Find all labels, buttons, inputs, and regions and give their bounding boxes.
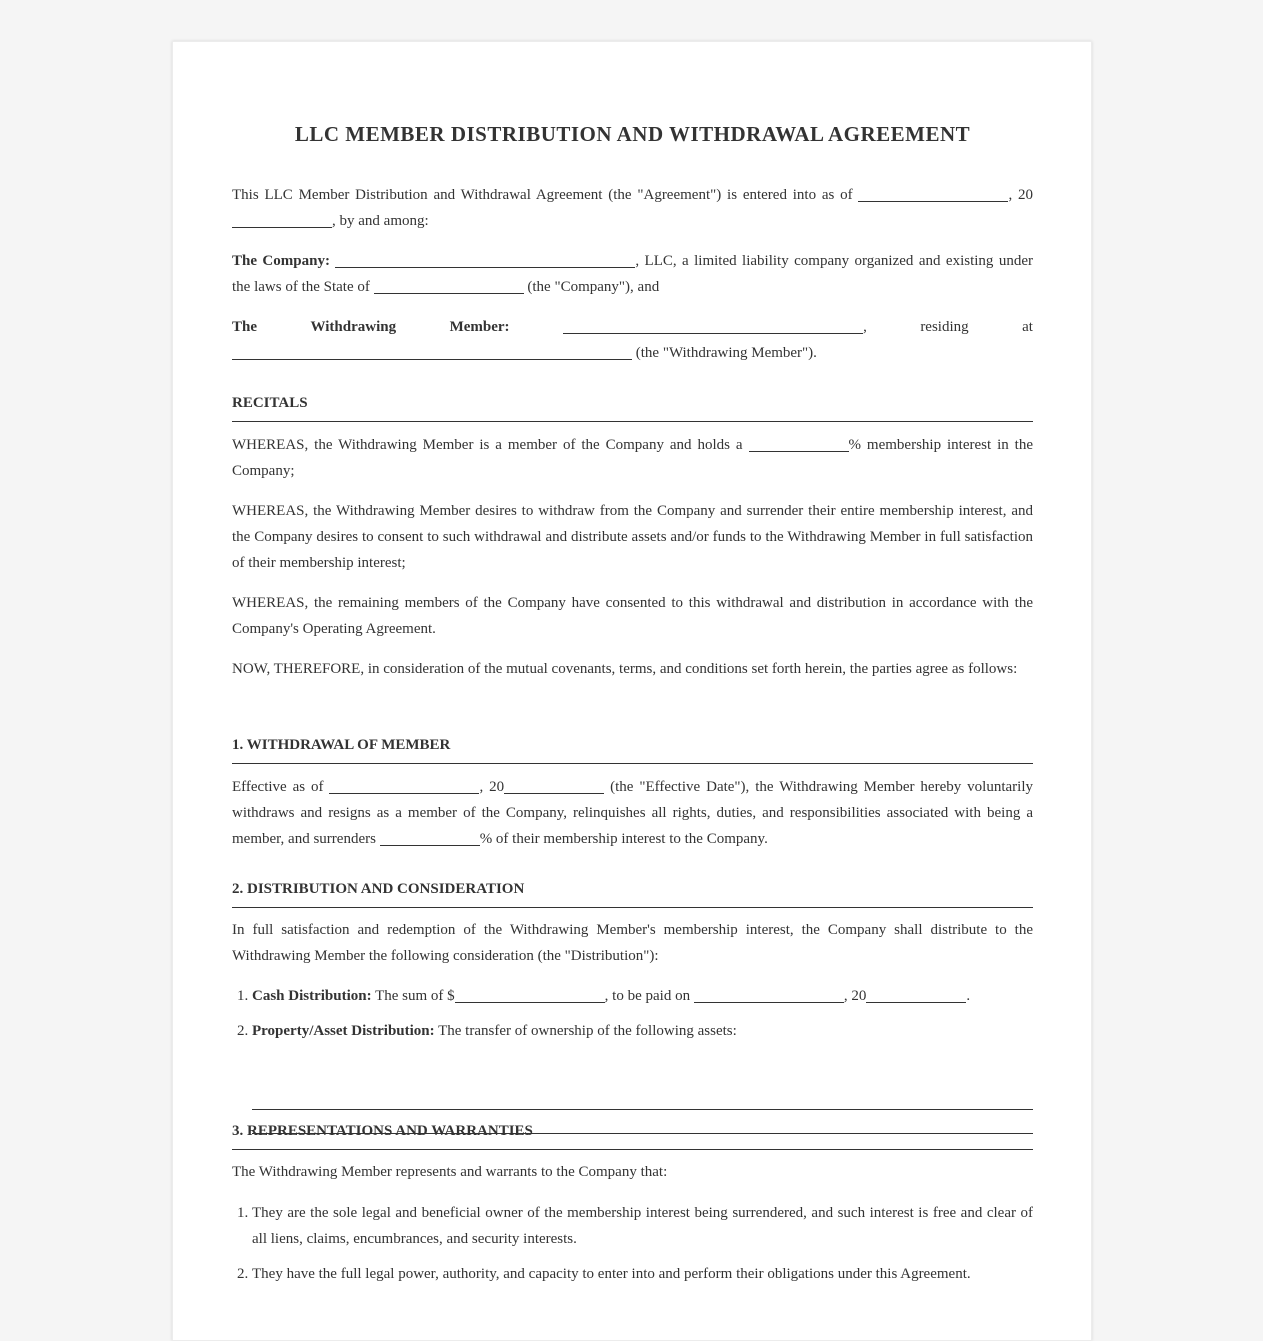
- effective-date-blank[interactable]: [329, 776, 479, 794]
- member-paragraph: [232, 314, 1033, 366]
- section-1: [232, 735, 1033, 764]
- property-distribution-item: [252, 1018, 1033, 1044]
- recital-2: [232, 498, 1033, 576]
- member-text-a: ,: [863, 319, 867, 335]
- asset-line-1[interactable]: [252, 1109, 1033, 1110]
- membership-percent-blank[interactable]: [749, 434, 849, 452]
- cash-distribution-item: [252, 983, 1033, 1009]
- cash-distribution-label: Cash Distribution:: [252, 988, 372, 1004]
- recital-1-text-b: % membership interest in the Company;: [232, 437, 1033, 479]
- section-3: [232, 1121, 1033, 1150]
- cash-text-d: .: [966, 988, 971, 1004]
- member-text-b: residing: [920, 319, 969, 335]
- section-1-text-a: Effective as of: [232, 779, 324, 795]
- warranty-item-1: 1. They are the sole legal and beneficial owner of the membership interest being surrendered, and such interest is free and clear of all liens, claims, encumbrances, and security interests.: [252, 1200, 1033, 1252]
- recital-3: [232, 590, 1033, 642]
- agreement-year-blank[interactable]: [232, 210, 332, 228]
- intro-paragraph: [232, 182, 1033, 234]
- payment-year-blank[interactable]: [866, 985, 966, 1003]
- intro-text-d: , by and among:: [332, 213, 429, 229]
- section-1-text-c: (the "Effective Date"), the Withdrawing Member hereby voluntarily withdraws and resigns as a member of the Company, relinquishes all rights, duties, and responsibilities associated with being a member, and surrenders: [232, 779, 1034, 847]
- member-address-blank[interactable]: [232, 342, 632, 360]
- effective-year-blank[interactable]: [504, 776, 604, 794]
- company-text-a: , LLC, a limited liability company organized and existing under the laws of the State of: [232, 253, 1033, 295]
- intro-text-a: This LLC Member Distribution and Withdrawal Agreement (the "Agreement") is entered into as of: [232, 187, 853, 203]
- section-1-text-b: , 20: [479, 779, 505, 795]
- recital-2-text: WHEREAS, the Withdrawing Member desires to withdraw from the Company and surrender their entire membership interest, and the Company desires to consent to such withdrawal and distribute assets and/or funds to the Withdrawing Member in full satisfaction of their membership interest;: [232, 503, 1033, 571]
- recital-1-text-a: WHEREAS, the Withdrawing Member is a member of the Company and holds a: [232, 437, 743, 453]
- recitals-section: [232, 393, 1033, 422]
- document-title: LLC MEMBER DISTRIBUTION AND WITHDRAWAL AGREEMENT: [294, 122, 971, 146]
- member-label-2: Withdrawing: [310, 319, 397, 335]
- recital-4-text: NOW, THEREFORE, in consideration of the mutual covenants, terms, and conditions set forth herein, the parties agree as follows:: [232, 661, 1018, 677]
- recitals-heading: RECITALS: [232, 393, 1033, 422]
- company-label: The Company:: [232, 253, 330, 269]
- section-2-heading: 2. DISTRIBUTION AND CONSIDERATION: [232, 879, 1033, 908]
- section-2-intro-text: In full satisfaction and redemption of the Withdrawing Member's membership interest, the Company shall distribute to the Withdrawing Member the following consideration (the "Distribution"):: [232, 922, 1033, 964]
- property-text: The transfer of ownership of the following assets:: [438, 1023, 737, 1039]
- section-3-intro: [232, 1159, 1033, 1185]
- section-2: [232, 879, 1033, 908]
- member-name-blank[interactable]: [563, 316, 863, 334]
- warranty-item-2: 2. They have the full legal power, authority, and capacity to enter into and perform their obligations under this Agreement.: [252, 1261, 1033, 1287]
- member-text-c: at: [1022, 319, 1033, 335]
- member-label-1: The: [232, 319, 258, 335]
- section-3-list: [232, 1200, 1033, 1287]
- member-text-d: (the "Withdrawing Member").: [635, 345, 817, 361]
- section-1-heading: 1. WITHDRAWAL OF MEMBER: [232, 735, 1033, 764]
- company-paragraph: [232, 248, 1033, 300]
- document-page: [172, 41, 1092, 1341]
- section-2-list: [232, 983, 1033, 1044]
- company-text-b: (the "Company"), and: [527, 279, 660, 295]
- cash-amount-blank[interactable]: [455, 985, 605, 1003]
- intro-text-b: ,: [1008, 187, 1013, 203]
- section-1-paragraph: [232, 774, 1033, 852]
- company-state-blank[interactable]: [374, 276, 524, 294]
- company-name-blank[interactable]: [335, 250, 635, 268]
- cash-text-b: , to be paid on: [604, 988, 691, 1004]
- intro-text-c: 20: [1018, 187, 1033, 203]
- section-3-intro-text: The Withdrawing Member represents and warrants to the Company that:: [232, 1164, 668, 1180]
- section-3-heading: 3. REPRESENTATIONS AND WARRANTIES: [232, 1121, 1033, 1150]
- payment-date-blank[interactable]: [694, 985, 844, 1003]
- recital-3-text: WHEREAS, the remaining members of the Company have consented to this withdrawal and distribution in accordance with the Company's Operating Agreement.: [232, 595, 1033, 637]
- surrendered-percent-blank[interactable]: [380, 828, 480, 846]
- agreement-date-blank[interactable]: [858, 184, 1008, 202]
- member-label-3: Member:: [449, 319, 510, 335]
- recital-4: [232, 656, 1033, 682]
- cash-text-a: The sum of $: [375, 988, 455, 1004]
- recital-1: [232, 432, 1033, 484]
- property-distribution-label: Property/Asset Distribution:: [252, 1023, 435, 1039]
- section-2-intro: [232, 917, 1033, 969]
- section-1-text-d: % of their membership interest to the Company.: [479, 831, 768, 847]
- cash-text-c: , 20: [843, 988, 867, 1004]
